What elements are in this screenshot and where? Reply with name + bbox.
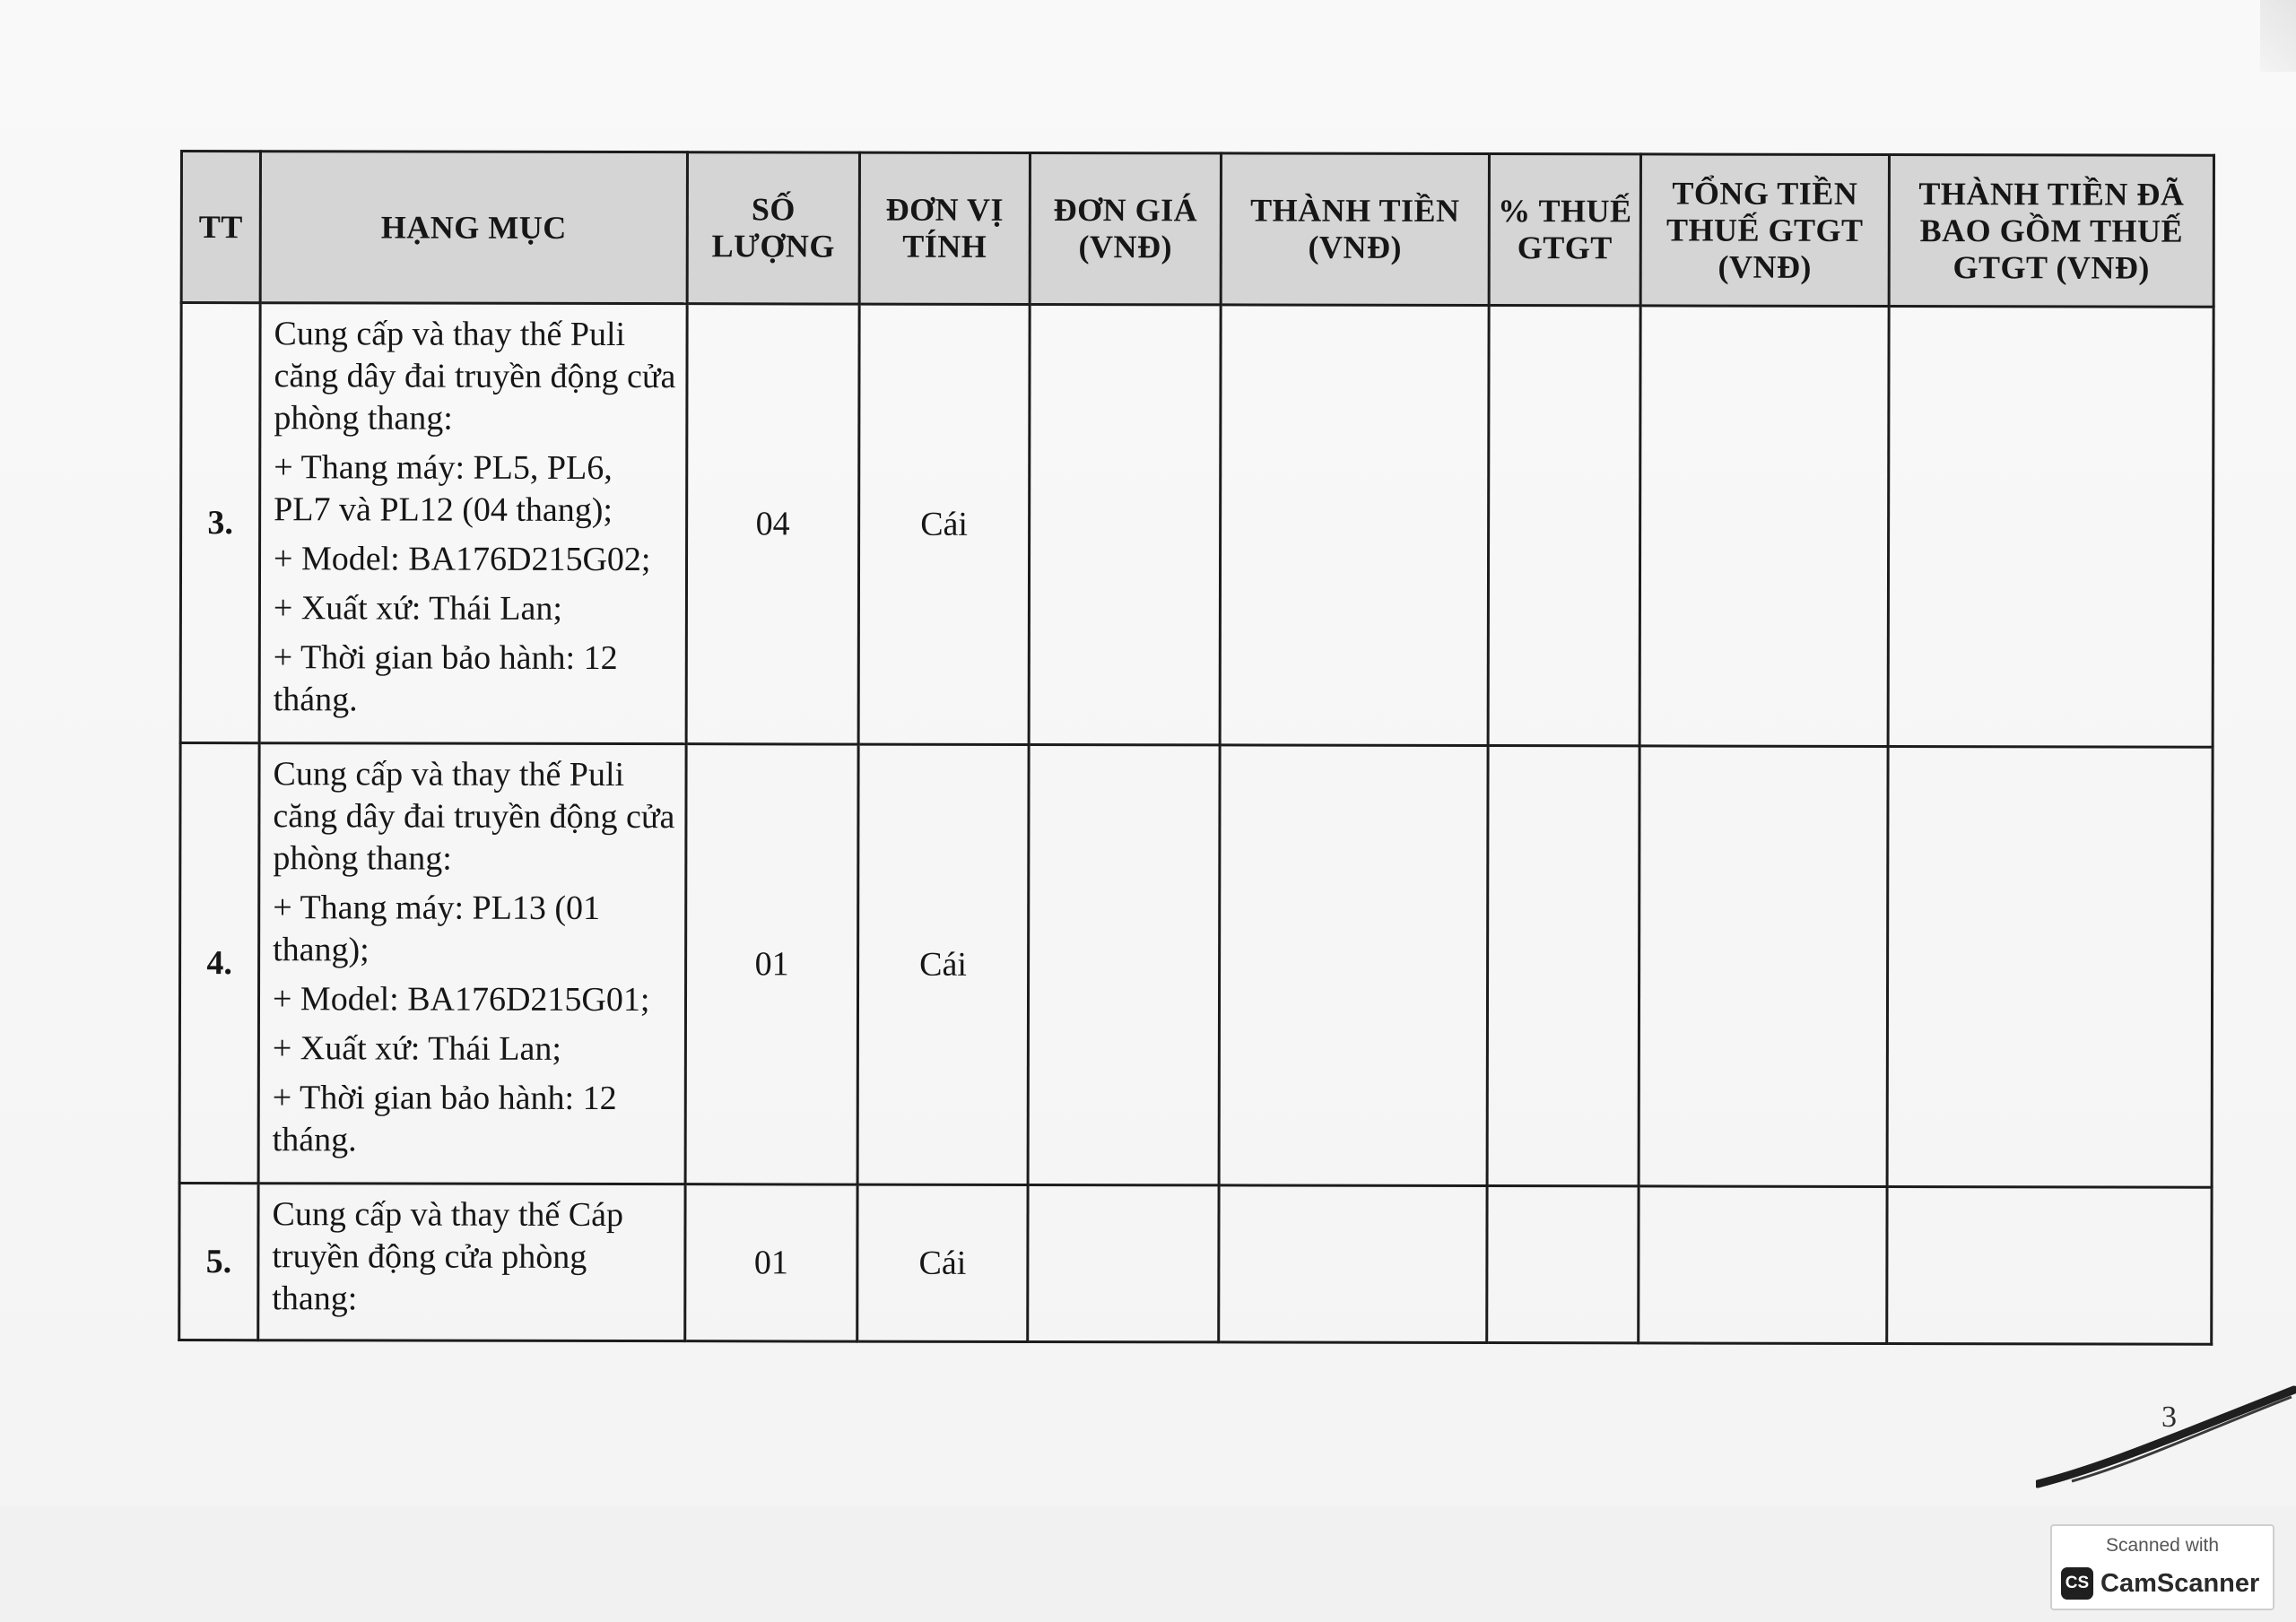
row-number: 4. bbox=[179, 743, 259, 1184]
vat-total-cell bbox=[1639, 306, 1889, 747]
vat-rate-cell bbox=[1488, 306, 1640, 746]
item-description bbox=[259, 303, 687, 744]
vat-rate-cell bbox=[1487, 746, 1639, 1186]
scanner-caption: Scanned with bbox=[2105, 1535, 2220, 1556]
scanner-name: CamScanner bbox=[2100, 1569, 2260, 1598]
item-line: + Xuất xứ: Thái Lan; bbox=[272, 1029, 561, 1068]
amount-cell bbox=[1219, 1185, 1487, 1343]
page-corner-shadow bbox=[2260, 0, 2296, 72]
header-item: HẠNG MỤC bbox=[260, 152, 687, 304]
camscanner-logo-icon: CS bbox=[2061, 1567, 2093, 1600]
header-vat-total: TỔNG TIỀN THUẾ GTGT (VNĐ) bbox=[1640, 154, 1889, 307]
total-with-vat-cell bbox=[1887, 746, 2213, 1187]
item-line: + Model: BA176D215G02; bbox=[274, 540, 651, 579]
row-number: 5. bbox=[179, 1184, 258, 1340]
unit-price-cell bbox=[1028, 1184, 1219, 1341]
unit-price-cell bbox=[1028, 744, 1220, 1184]
header-quantity: SỐ LƯỢNG bbox=[687, 152, 859, 304]
page-number: 3 bbox=[2161, 1401, 2177, 1434]
table-row bbox=[180, 303, 2213, 748]
quantity-cell: 01 bbox=[685, 1184, 857, 1341]
pen-mark bbox=[2036, 1381, 2296, 1488]
item-line: Cung cấp và thay thế Puli căng dây đai truyền động cửa phòng thang: bbox=[273, 755, 675, 878]
row-number: 3. bbox=[180, 303, 260, 743]
camscanner-badge bbox=[2050, 1524, 2274, 1610]
item-line: + Xuất xứ: Thái Lan; bbox=[273, 589, 563, 628]
item-line: + Model: BA176D215G01; bbox=[272, 980, 650, 1019]
item-line: Cung cấp và thay thế Puli căng dây đai truyền động cửa phòng thang: bbox=[274, 315, 676, 438]
vat-total-cell bbox=[1639, 1186, 1887, 1344]
amount-cell bbox=[1219, 745, 1488, 1186]
item-description bbox=[258, 743, 686, 1184]
item-line: + Thang máy: PL13 (01 thang); bbox=[273, 889, 601, 969]
vat-rate-cell bbox=[1487, 1186, 1639, 1343]
unit-cell: Cái bbox=[857, 744, 1029, 1184]
quotation-table bbox=[178, 150, 2215, 1346]
header-unit-price: ĐƠN GIÁ (VNĐ) bbox=[1030, 152, 1221, 304]
header-amount: THÀNH TIỀN (VNĐ) bbox=[1221, 153, 1489, 306]
item-line: Cung cấp và thay thế Cáp truyền động cửa phòng thang: bbox=[272, 1195, 624, 1318]
total-with-vat-cell bbox=[1888, 306, 2213, 747]
amount-cell bbox=[1220, 305, 1489, 746]
table-header-row bbox=[181, 152, 2213, 308]
item-line: + Thời gian bảo hành: 12 tháng. bbox=[273, 638, 618, 719]
header-unit: ĐƠN VỊ TÍNH bbox=[859, 152, 1030, 304]
header-vat-rate: % THUẾ GTGT bbox=[1489, 154, 1640, 306]
header-total-with-vat: THÀNH TIỀN ĐÃ BAO GỒM THUẾ GTGT (VNĐ) bbox=[1889, 154, 2213, 307]
table-row bbox=[179, 1184, 2212, 1345]
header-tt: TT bbox=[181, 152, 260, 303]
total-with-vat-cell bbox=[1887, 1186, 2212, 1344]
table-row bbox=[179, 743, 2213, 1188]
vat-total-cell bbox=[1639, 746, 1888, 1187]
unit-price-cell bbox=[1029, 304, 1221, 744]
item-line: + Thời gian bảo hành: 12 tháng. bbox=[272, 1079, 617, 1159]
unit-cell: Cái bbox=[857, 1184, 1028, 1341]
item-description bbox=[258, 1184, 685, 1341]
unit-cell: Cái bbox=[858, 304, 1030, 744]
quantity-cell: 01 bbox=[685, 744, 858, 1184]
quantity-cell: 04 bbox=[686, 304, 859, 744]
item-line: + Thang máy: PL5, PL6, PL7 và PL12 (04 thang); bbox=[274, 448, 613, 530]
